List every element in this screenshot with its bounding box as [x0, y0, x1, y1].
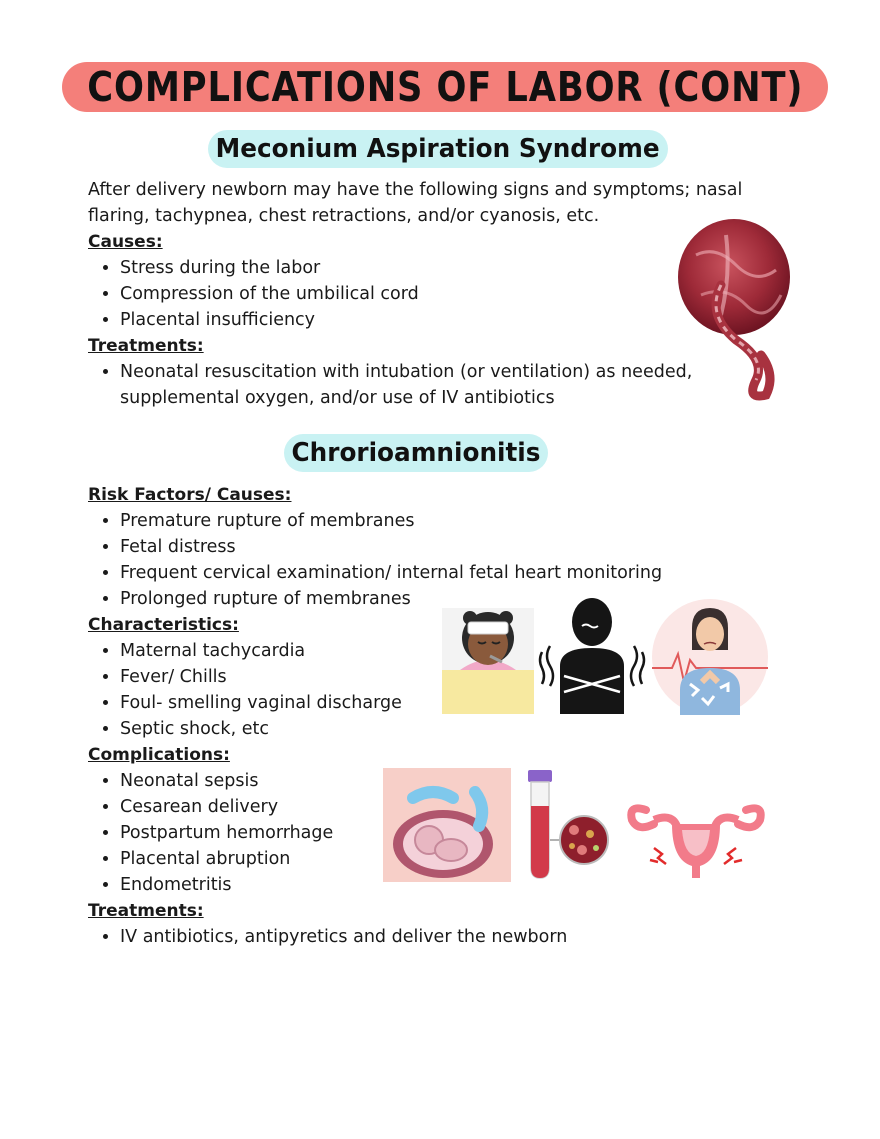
chills-figure-icon [538, 596, 646, 716]
section-header-meconium [208, 130, 668, 168]
meconium-intro: After delivery newborn may have the following signs and symptoms; nasal flaring, tachypnea, chest retractions, and/or cyanosis, etc. [88, 180, 743, 226]
list-item: • Frequent cervical examination/ internal fetal heart monitoring [120, 560, 662, 586]
list-item: • Endometritis [120, 872, 662, 898]
section-header-chorio [284, 434, 548, 472]
list-item: • Neonatal sepsis [120, 768, 662, 794]
sick-child-icon [440, 598, 538, 716]
causes-heading: Causes: [88, 232, 163, 252]
list-item: • Fetal distress [120, 534, 662, 560]
blood-tube-bacteria-icon [524, 768, 614, 882]
risk-factors-heading: Risk Factors/ Causes: [88, 485, 292, 505]
complications-heading: Complications: [88, 745, 230, 765]
list-item: • Septic shock, etc [120, 716, 662, 742]
list-item: • Neonatal resuscitation with intubation (or ventilation) as needed, supplemental oxygen, and/or use of IV antibiotics [120, 359, 720, 411]
uterus-pain-icon [624, 790, 768, 882]
list-item: • Maternal tachycardia [120, 638, 662, 664]
treatments-list [88, 359, 720, 411]
list-item: • Placental insufficiency [120, 307, 758, 333]
chorio-treatments-heading: Treatments: [88, 901, 204, 921]
list-item: • Postpartum hemorrhage [120, 820, 662, 846]
chorio-heading: Chrorioamnionitis [291, 438, 541, 468]
meconium-content [88, 177, 758, 411]
list-item: • Prolonged rupture of membranes [120, 586, 662, 612]
characteristics-heading: Characteristics: [88, 615, 239, 635]
page-title: COMPLICATIONS OF LABOR (CONT) [86, 63, 804, 111]
tachycardia-woman-icon [650, 598, 770, 716]
placenta-icon [676, 215, 796, 405]
chorio-treatments-list [88, 924, 662, 950]
causes-list [88, 255, 758, 333]
fetus-exam-icon [383, 768, 511, 882]
treatments-heading: Treatments: [88, 336, 204, 356]
list-item: • Compression of the umbilical cord [120, 281, 758, 307]
list-item: • IV antibiotics, antipyretics and deliver the newborn [120, 924, 662, 950]
list-item: • Cesarean delivery [120, 794, 662, 820]
list-item: • Fever/ Chills [120, 664, 662, 690]
list-item: • Premature rupture of membranes [120, 508, 662, 534]
list-item: • Stress during the labor [120, 255, 758, 281]
list-item: • Placental abruption [120, 846, 662, 872]
meconium-heading: Meconium Aspiration Syndrome [216, 134, 660, 164]
title-banner [62, 62, 828, 112]
list-item: • Foul- smelling vaginal discharge [120, 690, 662, 716]
